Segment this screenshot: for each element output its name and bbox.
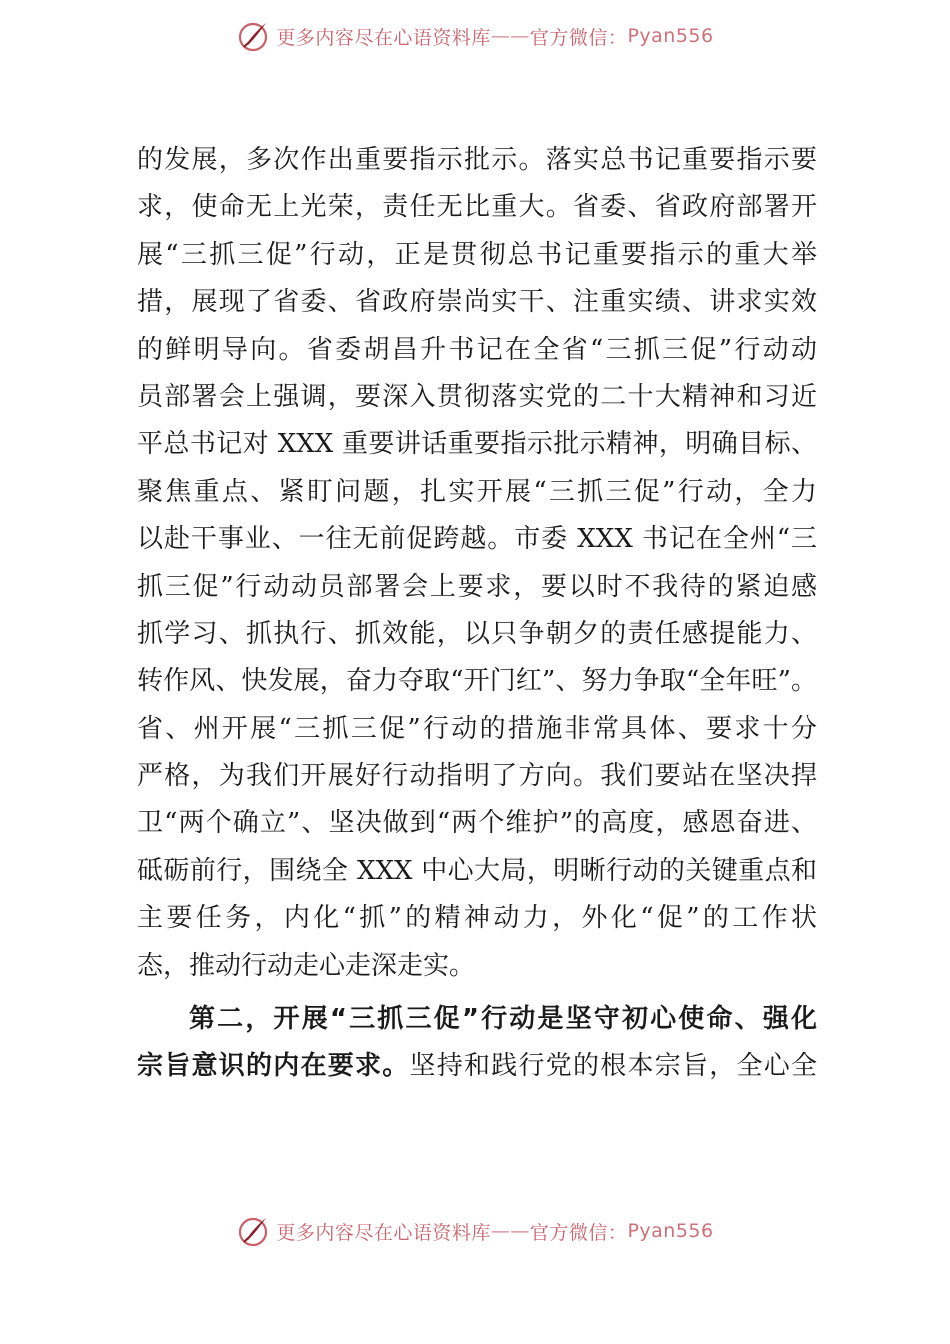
- paragraph-1-line: 严格，为我们开展好行动指明了方向。我们要站在坚决捍: [137, 761, 817, 792]
- paragraph-1-line: 砥砺前行，围绕全 XXX 中心大局，明晰行动的关键重点和: [137, 855, 817, 886]
- watermark-separator: ——: [490, 1220, 530, 1242]
- watermark-label: 官方微信：: [529, 26, 628, 49]
- paragraph-1-line: 省、州开展“三抓三促”行动的措施非常具体、要求十分: [137, 713, 817, 744]
- header-watermark: [0, 16, 950, 56]
- paragraph-1-line: 展“三抓三促”行动，正是贯彻总书记重要指示的重大举: [137, 239, 817, 270]
- paragraph-1-line: 的鲜明导向。省委胡昌升书记在全省“三抓三促”行动动: [137, 334, 817, 365]
- footer-watermark: [0, 1211, 950, 1251]
- paragraph-1-line: 卫“两个确立”、坚决做到“两个维护”的高度，感恩奋进、: [137, 808, 817, 839]
- watermark-wechat-id: Pyan556: [627, 25, 714, 47]
- watermark-wechat-id: Pyan556: [627, 1220, 714, 1242]
- paragraph-1-line: 措，展现了省委、省政府崇尚实干、注重实绩、讲求实效: [137, 287, 817, 318]
- watermark-separator: ——: [490, 25, 530, 47]
- watermark-text: 更多内容尽在心语资料库: [276, 26, 491, 49]
- paragraph-1-line: 态，推动行动走心走深走实。: [137, 950, 476, 981]
- paragraph-1-line: 聚焦重点、紧盯问题，扎实开展“三抓三促”行动，全力: [137, 476, 817, 507]
- paragraph-1-line: 员部署会上强调，要深入贯彻落实党的二十大精神和习近: [137, 381, 817, 412]
- paragraph-2-body-text: 坚持和践行党的根本宗旨，全心全: [409, 1051, 817, 1082]
- paragraph-1-line: 以赴干事业、一往无前促跨越。市委 XXX 书记在全州“三: [137, 524, 817, 555]
- paragraph-2-heading-part-1: 第二，开展“三抓三促”行动是坚守初心使命、强化: [189, 1004, 817, 1035]
- paragraph-2-line-2: [137, 1043, 817, 1090]
- paragraph-1-line: 主要任务，内化“抓”的精神动力，外化“促”的工作状: [137, 903, 817, 934]
- paragraph-2: [137, 996, 817, 1091]
- paragraph-1-line: 抓学习、抓执行、抓效能，以只争朝夕的责任感提能力、: [137, 618, 817, 649]
- paragraph-2-line-1: [137, 996, 817, 1043]
- watermark-label: 官方微信：: [529, 1221, 628, 1244]
- quill-pen-logo-icon: [236, 1214, 270, 1248]
- paragraph-1-line: 求，使命无上光荣，责任无比重大。省委、省政府部署开: [137, 192, 817, 223]
- paragraph-1-line: 平总书记对 XXX 重要讲话重要指示批示精神，明确目标、: [137, 429, 817, 460]
- paragraph-1-line: 的发展，多次作出重要指示批示。落实总书记重要指示要: [137, 145, 817, 175]
- paragraph-2-heading-part-2: 宗旨意识的内在要求。: [137, 1051, 410, 1082]
- paragraph-1: [137, 137, 817, 990]
- document-body: [137, 137, 817, 1091]
- paragraph-1-line: 转作风、快发展，奋力夺取“开门红”、努力争取“全年旺”。: [137, 666, 817, 697]
- paragraph-1-line: 抓三促”行动动员部署会上要求，要以时不我待的紧迫感: [137, 571, 817, 602]
- watermark-text: 更多内容尽在心语资料库: [276, 1221, 491, 1244]
- quill-pen-logo-icon: [236, 19, 270, 53]
